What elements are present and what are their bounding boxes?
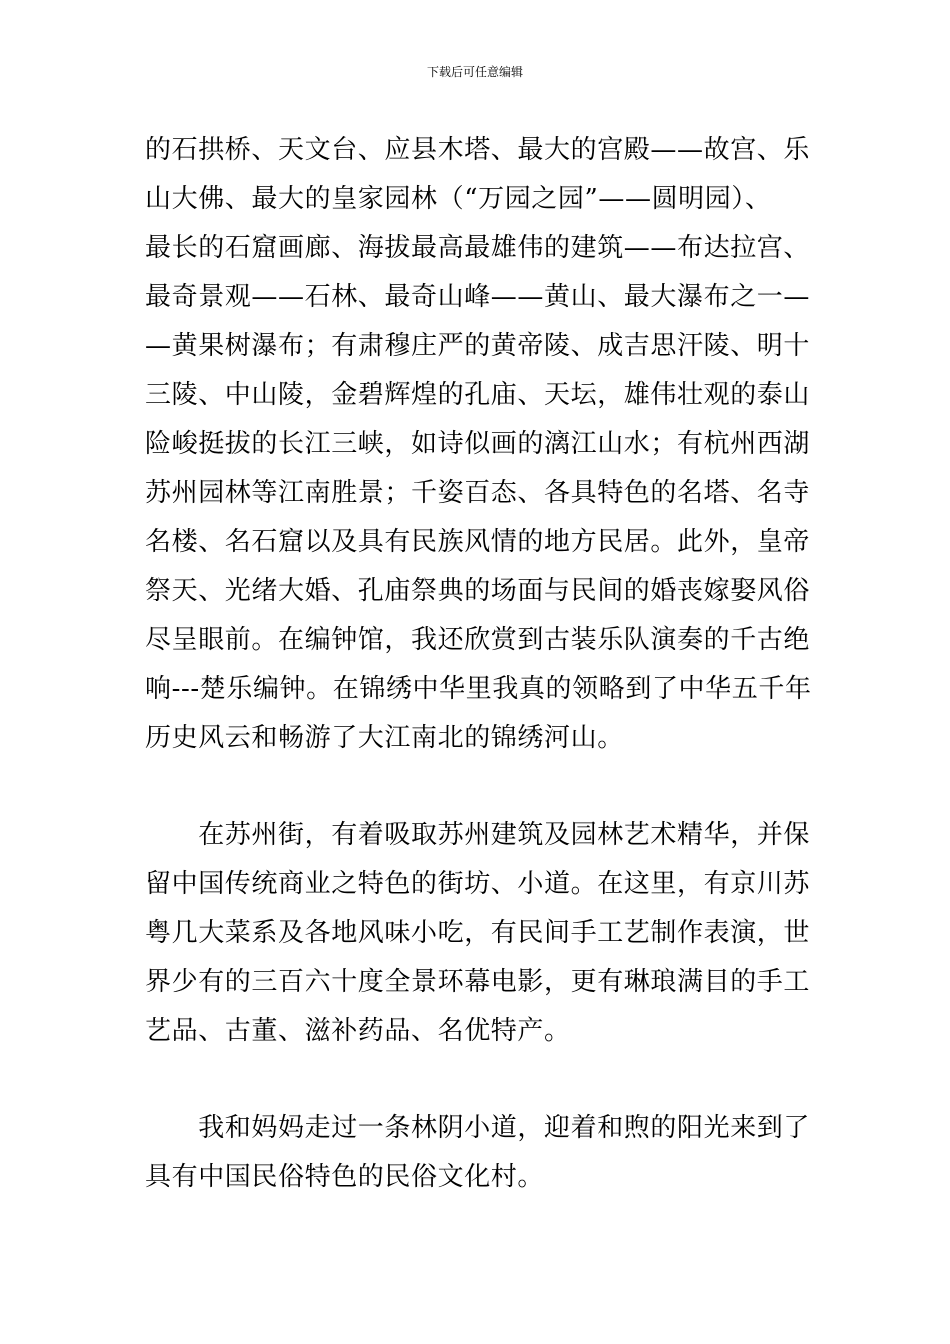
text-line: 尽呈眼前。在编钟馆，我还欣赏到古装乐队演奏的千古绝 xyxy=(145,625,811,655)
text-line: 界少有的三百六十度全景环幕电影，更有琳琅满目的手工 xyxy=(145,967,811,997)
text-line: 最奇景观——石林、最奇山峰——黄山、最大瀑布之一— xyxy=(145,282,811,312)
text-line: 我和妈妈走过一条林阴小道，迎着和煦的阳光来到了 xyxy=(145,1113,811,1143)
page-header: 下载后可任意编辑 xyxy=(426,65,523,79)
text-line: 历史风云和畅游了大江南北的锦绣河山。 xyxy=(145,723,624,753)
text-line: 三陵、中山陵，金碧辉煌的孔庙、天坛，雄伟壮观的泰山 xyxy=(145,380,811,410)
text-line: 险峻挺拔的长江三峡，如诗似画的漓江山水；有杭州西湖 xyxy=(145,429,811,459)
text-line: 名楼、名石窟以及具有民族风情的地方民居。此外，皇帝 xyxy=(145,527,811,557)
text-line: 苏州园林等江南胜景；千姿百态、各具特色的名塔、名寺 xyxy=(145,478,811,508)
paragraph-1 xyxy=(145,126,810,763)
text-line: 山大佛、最大的皇家园林（“万园之园”——圆明园）、 xyxy=(145,184,772,214)
paragraph-3 xyxy=(145,1104,810,1202)
paragraph-spacer xyxy=(145,1056,810,1104)
text-line: 粤几大菜系及各地风味小吃，有民间手工艺制作表演，世 xyxy=(145,918,811,948)
text-line: 的石拱桥、天文台、应县木塔、最大的宫殿——故宫、乐 xyxy=(145,135,811,165)
document-body xyxy=(145,126,810,1202)
text-line: 留中国传统商业之特色的街坊、小道。在这里，有京川苏 xyxy=(145,869,811,899)
text-line: 艺品、古董、滋补药品、名优特产。 xyxy=(145,1016,571,1046)
paragraph-2 xyxy=(145,811,810,1056)
text-line: 响---楚乐编钟。在锦绣中华里我真的领略到了中华五千年 xyxy=(145,674,812,704)
paragraph-spacer xyxy=(145,763,810,811)
text-line: 具有中国民俗特色的民俗文化村。 xyxy=(145,1162,545,1192)
text-line: —黄果树瀑布；有肃穆庄严的黄帝陵、成吉思汗陵、明十 xyxy=(145,331,811,361)
text-line: 祭天、光绪大婚、孔庙祭典的场面与民间的婚丧嫁娶风俗 xyxy=(145,576,811,606)
text-line: 在苏州街，有着吸取苏州建筑及园林艺术精华，并保 xyxy=(145,820,811,850)
text-line: 最长的石窟画廊、海拔最高最雄伟的建筑——布达拉宫、 xyxy=(145,233,811,263)
